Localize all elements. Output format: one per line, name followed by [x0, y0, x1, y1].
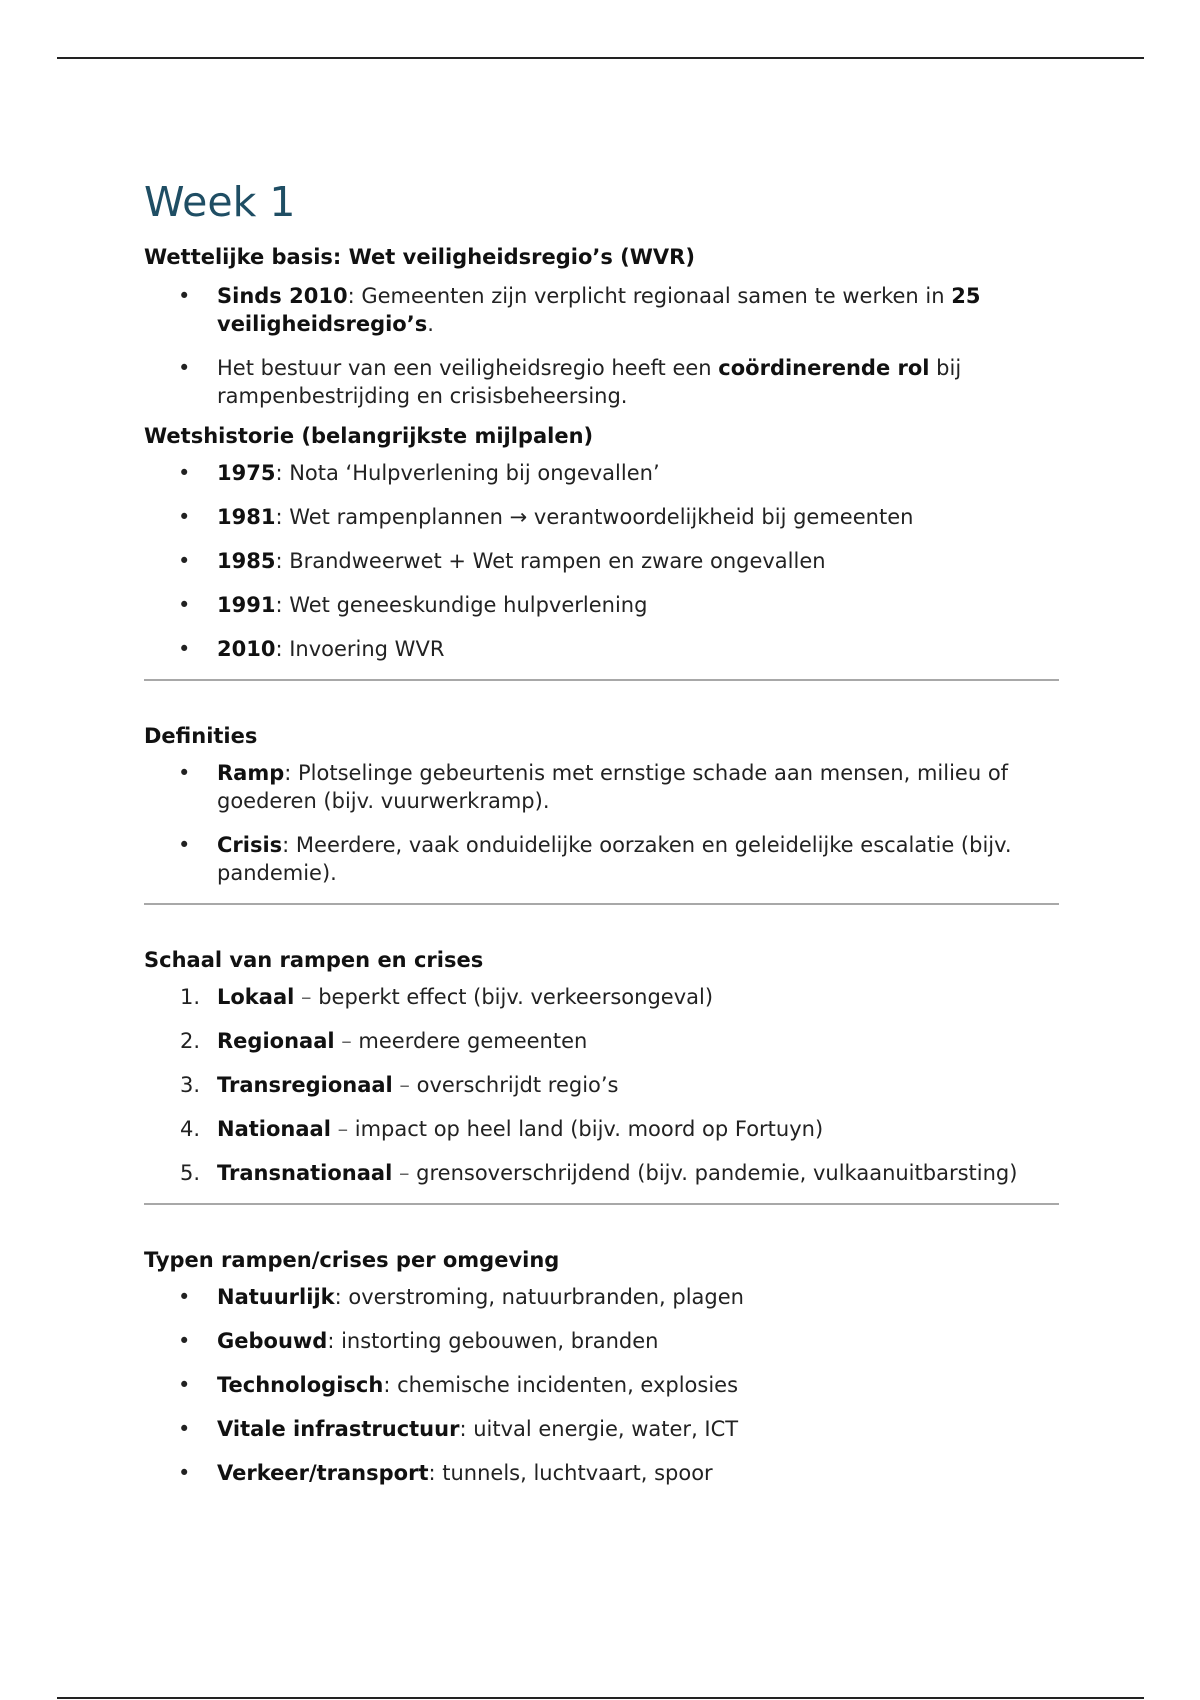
section-heading-wvr: Wettelijke basis: Wet veiligheidsregio’s (WVR): [144, 245, 695, 269]
list-item: 2. Regionaal – meerdere gemeenten: [180, 1029, 588, 1053]
section-heading-definitions: Definities: [144, 724, 258, 748]
bullet: •: [178, 761, 191, 785]
section-divider: [144, 679, 1059, 681]
definitions-list: [144, 759, 1059, 887]
list-item: • 1991: Wet geneeskundige hulpverlening: [178, 593, 648, 617]
types-list: [144, 1283, 1059, 1487]
list-item: • 1981: Wet rampenplannen → verantwoordelijkheid bij gemeenten: [178, 505, 914, 529]
list-item: • Technologisch: chemische incidenten, explosies: [178, 1373, 739, 1397]
section-heading-scale: Schaal van rampen en crises: [144, 948, 484, 972]
list-item: 5. Transnationaal – grensoverschrijdend (bijv. pandemie, vulkaanuitbarsting): [180, 1161, 1018, 1185]
bullet: •: [178, 637, 191, 661]
list-item: 4. Nationaal – impact op heel land (bijv. moord op Fortuyn): [180, 1117, 824, 1141]
list-item: • Ramp: Plotselinge gebeurtenis met ernstige schade aan mensen, milieu of goederen (bijv. vuurwerkramp).: [178, 761, 1009, 813]
wvr-list: [144, 282, 1059, 410]
section-heading-types: Typen rampen/crises per omgeving: [144, 1248, 560, 1272]
list-item: • Crisis: Meerdere, vaak onduidelijke oorzaken en geleidelijke escalatie (bijv. pandemie).: [178, 833, 1012, 885]
bullet: •: [178, 1461, 191, 1485]
bullet: •: [178, 1417, 191, 1441]
list-item: 1. Lokaal – beperkt effect (bijv. verkeersongeval): [180, 985, 714, 1009]
list-item: • 1985: Brandweerwet + Wet rampen en zware ongevallen: [178, 549, 826, 573]
list-item: • 1975: Nota ‘Hulpverlening bij ongevallen’: [178, 461, 660, 485]
list-item: • Vitale infrastructuur: uitval energie, water, ICT: [178, 1417, 739, 1441]
section-heading-history: Wetshistorie (belangrijkste mijlpalen): [144, 424, 594, 448]
page-bottom-rule: [57, 1697, 1144, 1699]
scale-list: [144, 983, 1059, 1187]
bullet: •: [178, 593, 191, 617]
bullet: •: [178, 549, 191, 573]
history-list: [144, 459, 1059, 663]
list-item: • Natuurlijk: overstroming, natuurbranden, plagen: [178, 1285, 744, 1309]
bullet: •: [178, 356, 191, 380]
list-item: • 2010: Invoering WVR: [178, 637, 445, 661]
list-item: • Gebouwd: instorting gebouwen, branden: [178, 1329, 659, 1353]
section-divider: [144, 903, 1059, 905]
list-item: • Verkeer/transport: tunnels, luchtvaart, spoor: [178, 1461, 713, 1485]
bullet: •: [178, 1285, 191, 1309]
document-body: [144, 176, 1059, 1503]
page-title: Week 1: [144, 178, 296, 226]
page-top-rule: [57, 57, 1144, 59]
list-item: • Het bestuur van een veiligheidsregio heeft een coördinerende rol bij rampenbestrijding en crisisbeheersing.: [178, 356, 962, 408]
list-item: • Sinds 2010: Gemeenten zijn verplicht regionaal samen te werken in 25 veiligheidsregio’s.: [178, 284, 981, 336]
bullet: •: [178, 284, 191, 308]
bullet: •: [178, 833, 191, 857]
list-item: 3. Transregionaal – overschrijdt regio’s: [180, 1073, 619, 1097]
bullet: •: [178, 461, 191, 485]
section-divider: [144, 1203, 1059, 1205]
bullet: •: [178, 1373, 191, 1397]
bullet: •: [178, 1329, 191, 1353]
bullet: •: [178, 505, 191, 529]
